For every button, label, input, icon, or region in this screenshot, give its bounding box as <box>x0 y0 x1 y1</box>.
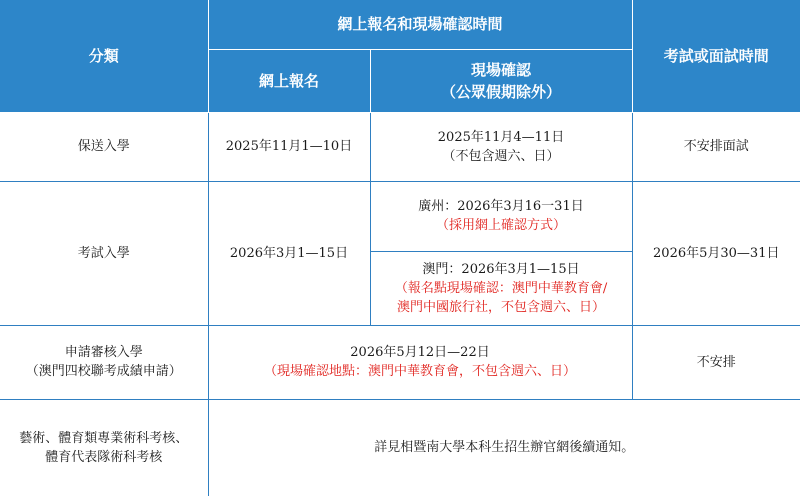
header-exam-time: 考試或面試時間 <box>632 0 800 112</box>
table-row <box>0 325 800 399</box>
row-exam-time: 2026年5月30—31日 <box>632 181 800 325</box>
row-online-date: 2025年11月1—10日 <box>208 112 370 181</box>
combined-date-note: （現場確認地點：澳門中華教育會，不包含週六、日） <box>264 364 577 379</box>
macau-date-text: 澳門：2026年3月1—15日 <box>422 261 580 277</box>
table-row <box>0 112 800 181</box>
header-online-registration: 網上報名 <box>208 49 370 112</box>
row-notice: 詳見相暨南大學本科生招生辦官網後續通知。 <box>208 399 800 496</box>
header-online-and-onsite: 網上報名和現場確認時間 <box>208 0 632 49</box>
category-title: 申請審核入學 <box>64 345 143 360</box>
row-exam-time: 不安排 <box>632 325 800 399</box>
row-exam-time: 不安排面試 <box>632 112 800 181</box>
combined-date-text: 2026年5月12日—22日 <box>350 345 490 360</box>
row-category: 保送入學 <box>0 112 208 181</box>
header-onsite-title: 現場確認 <box>471 60 532 79</box>
category-subtitle: 體育代表隊術科考核 <box>45 449 163 465</box>
row-online-date: 2026年3月1—15日 <box>208 181 370 325</box>
guangzhou-note: （採用網上確認方式） <box>436 218 567 233</box>
macau-note-line2: 澳門中國旅行社，不包含週六、日） <box>397 299 606 315</box>
onsite-date-text: 2025年11月4—11日 <box>437 129 565 145</box>
row-onsite-guangzhou <box>370 181 632 251</box>
header-category: 分類 <box>0 0 208 112</box>
category-title: 藝術、體育類專業術科考核、 <box>19 430 189 446</box>
header-onsite-note: （公眾假期除外） <box>441 82 562 101</box>
row-category <box>0 399 208 496</box>
table-row <box>0 399 800 496</box>
row-onsite-macau <box>370 251 632 325</box>
row-combined-date <box>208 325 632 399</box>
row-onsite-date <box>370 112 632 181</box>
table-row <box>0 181 800 251</box>
row-category <box>0 325 208 399</box>
row-category: 考試入學 <box>0 181 208 325</box>
onsite-date-note: （不包含週六、日） <box>442 148 560 164</box>
category-subtitle: （澳門四校聯考成績申請） <box>25 364 182 379</box>
header-onsite-confirmation <box>370 49 632 112</box>
guangzhou-date-text: 廣州：2026年3月16一31日 <box>418 199 584 214</box>
macau-note-line1: （報名點現場確認：澳門中華教育會/ <box>394 280 608 296</box>
